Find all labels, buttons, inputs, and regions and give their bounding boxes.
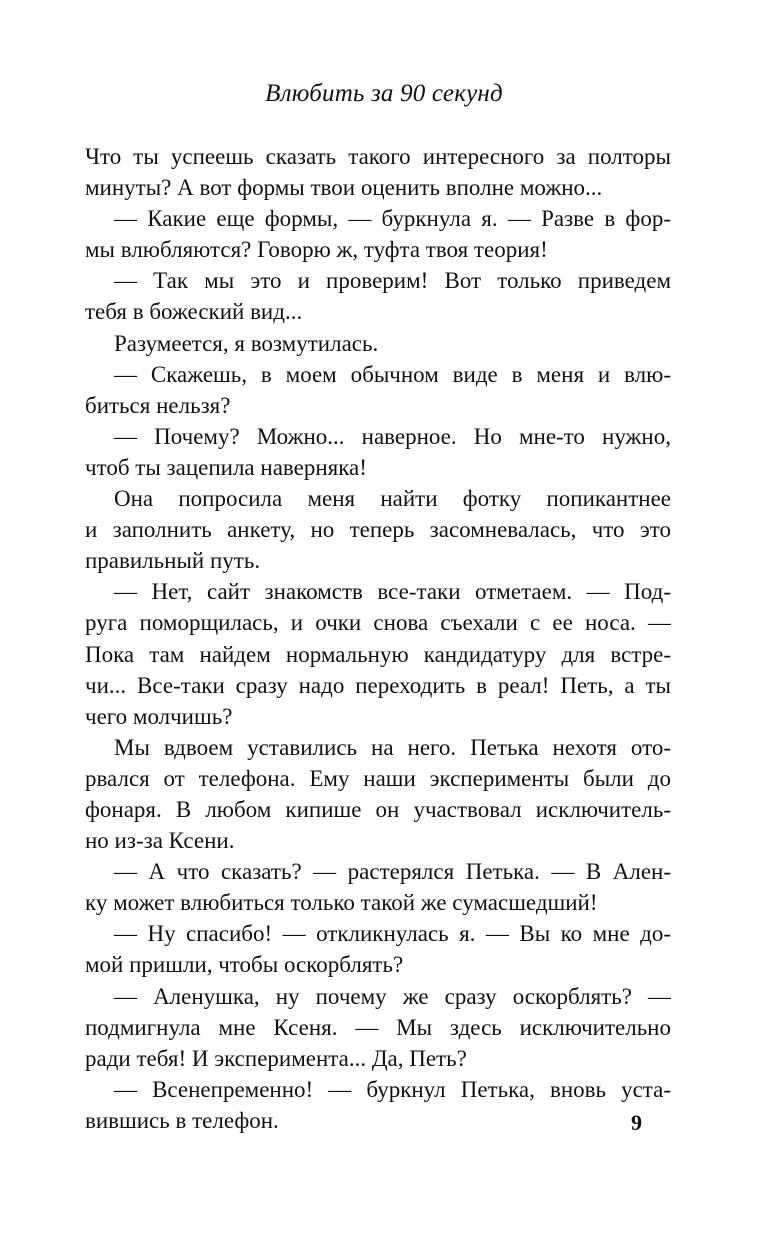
text-line: вившись в телефон. xyxy=(85,1107,279,1133)
text-line: минуты? А вот формы твои оценить вполне можно... xyxy=(85,175,603,201)
text-line: — Почему? Можно... наверное. Но мне-то нужно, xyxy=(114,423,671,449)
text-line: и заполнить анкету, но теперь засомневалась, что это xyxy=(85,517,671,543)
running-head: Влюбить за 90 секунд xyxy=(265,80,503,107)
text-line: биться нельзя? xyxy=(85,392,231,418)
text-line: — Нет, сайт знакомств все-таки отметаем. — Под- xyxy=(114,579,671,605)
text-line: Разумеется, я возмутилась. xyxy=(114,330,379,356)
text-line: правильный путь. xyxy=(85,548,261,574)
page-number: 9 xyxy=(631,1110,642,1135)
text-line: Что ты успеешь сказать такого интересного за полторы xyxy=(85,144,671,169)
text-line: — Так мы это и проверим! Вот только приведем xyxy=(114,268,671,294)
text-line: ради тебя! И эксперимента... Да, Петь? xyxy=(85,1045,467,1071)
text-line: подмигнула мне Ксеня. — Мы здесь исключительно xyxy=(85,1014,671,1040)
text-line: тебя в божеский вид... xyxy=(85,299,303,325)
text-line: — Ну спасибо! — откликнулась я. — Вы ко мне до- xyxy=(114,921,671,947)
text-line: — Какие еще формы, — буркнула я. — Разве в фор- xyxy=(114,206,671,232)
text-line: ку может влюбиться только такой же сумасшедший! xyxy=(85,890,598,916)
text-line: — Аленушка, ну почему же сразу оскорблять? — xyxy=(114,983,671,1009)
body-text xyxy=(85,141,671,1136)
text-line: — Скажешь, в моем обычном виде в меня и влю- xyxy=(114,361,671,387)
text-line: чтоб ты зацепила наверняка! xyxy=(85,454,367,480)
text-line: мой пришли, чтобы оскорблять? xyxy=(85,952,404,978)
text-line: Мы вдвоем уставились на него. Петька нехотя ото- xyxy=(114,734,671,760)
text-line: Пока там найдем нормальную кандидатуру для встре- xyxy=(85,641,671,667)
text-line: но из-за Ксени. xyxy=(85,828,235,854)
text-line: чего молчишь? xyxy=(85,703,233,729)
text-line: мы влюбляются? Говорю ж, туфта твоя теория! xyxy=(85,237,548,263)
text-line: руга поморщилась, и очки снова съехали с ее носа. — xyxy=(85,610,671,636)
text-line: фонаря. В любом кипише он участвовал исключитель- xyxy=(85,796,671,822)
text-line: — А что сказать? — растерялся Петька. — В Ален- xyxy=(114,859,671,885)
text-line: Она попросила меня найти фотку попикантнее xyxy=(114,486,671,512)
text-line: чи... Все-таки сразу надо переходить в реал! Петь, а ты xyxy=(85,672,671,698)
text-line: — Всенепременно! — буркнул Петька, вновь уста- xyxy=(114,1076,671,1102)
text-line: рвался от телефона. Ему наши эксперименты были до xyxy=(85,765,671,791)
